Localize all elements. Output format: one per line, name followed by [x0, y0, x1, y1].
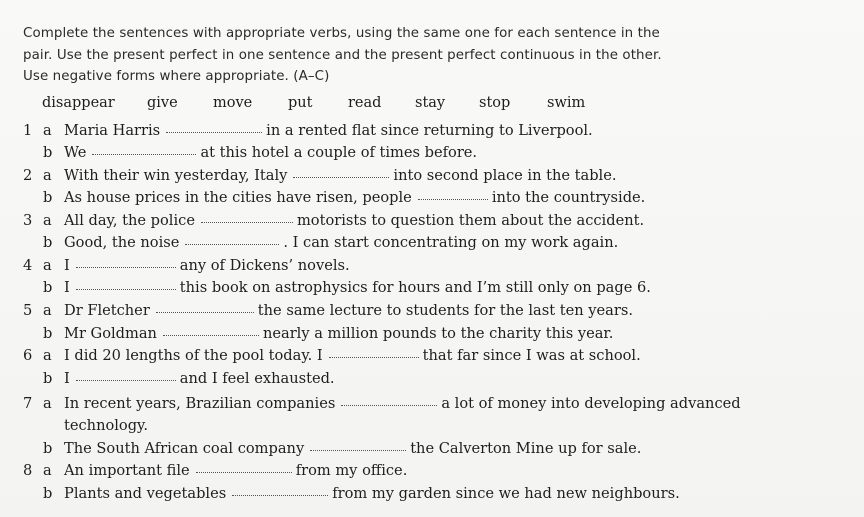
verb-word: read — [348, 95, 382, 111]
answer-blank[interactable] — [201, 221, 293, 223]
verb-word: stop — [479, 95, 511, 111]
item-number: 7 — [23, 395, 33, 412]
answer-blank[interactable] — [76, 379, 176, 381]
verb-word: disappear — [42, 95, 115, 111]
answer-blank[interactable] — [232, 494, 328, 496]
item-letter: a — [43, 395, 52, 412]
item-letter: a — [43, 302, 52, 319]
answer-blank[interactable] — [92, 153, 196, 155]
sentence-start: With their win yesterday, Italy — [64, 167, 288, 184]
sentence-start: Good, the noise — [64, 234, 180, 251]
sentence-end: motorists to question them about the accident. — [296, 212, 645, 229]
answer-blank[interactable] — [329, 356, 419, 358]
sentence-continuation: technology. — [64, 417, 148, 434]
answer-blank[interactable] — [293, 176, 389, 178]
verb-word: move — [213, 95, 253, 111]
sentence-end: any of Dickens’ novels. — [179, 257, 350, 274]
item-letter: a — [43, 212, 52, 229]
answer-blank[interactable] — [76, 266, 176, 268]
answer-blank[interactable] — [76, 288, 176, 290]
sentence-end: and I feel exhausted. — [179, 370, 335, 387]
item-letter: a — [43, 257, 52, 274]
sentence-end: the same lecture to students for the last ten years. — [257, 302, 633, 319]
sentence-start: Mr Goldman — [64, 325, 157, 342]
item-number: 3 — [23, 212, 33, 229]
sentence-start: Plants and vegetables — [64, 485, 227, 502]
item-number: 8 — [23, 462, 33, 479]
sentence-end: nearly a million pounds to the charity this year. — [262, 325, 614, 342]
item-number: 5 — [23, 302, 33, 319]
sentence-end: into second place in the table. — [393, 167, 617, 184]
item-letter: a — [43, 347, 52, 364]
sentence-end: at this hotel a couple of times before. — [200, 144, 478, 161]
answer-blank[interactable] — [310, 449, 406, 451]
instructions — [23, 23, 823, 88]
instruction-line: pair. Use the present perfect in one sentence and the present perfect continuous in the other. — [23, 47, 662, 63]
sentence-end: in a rented flat since returning to Liverpool. — [266, 122, 593, 139]
item-letter: a — [43, 167, 52, 184]
verb-word: put — [288, 95, 313, 111]
answer-blank[interactable] — [418, 198, 488, 200]
item-letter: b — [43, 325, 53, 342]
answer-blank[interactable] — [196, 471, 292, 473]
item-number: 2 — [23, 167, 33, 184]
sentence-start: An important file — [64, 462, 190, 479]
verb-word: swim — [547, 95, 586, 111]
item-letter: b — [43, 144, 53, 161]
sentence-end: the Calverton Mine up for sale. — [410, 440, 642, 457]
answer-blank[interactable] — [185, 243, 279, 245]
instruction-line: Use negative forms where appropriate. (A–C) — [23, 69, 330, 84]
item-letter: b — [43, 485, 53, 502]
sentence-start: Maria Harris — [64, 122, 161, 139]
sentence-end: into the countryside. — [491, 189, 646, 206]
item-number: 4 — [23, 257, 33, 274]
sentence-start: Dr Fletcher — [64, 302, 150, 319]
item-letter: b — [43, 234, 53, 251]
item-letter: a — [43, 122, 52, 139]
item-number: 1 — [23, 122, 33, 139]
answer-blank[interactable] — [156, 311, 254, 313]
verb-word: stay — [415, 95, 446, 111]
item-letter: b — [43, 189, 53, 206]
sentence-start: In recent years, Brazilian companies — [64, 395, 336, 412]
sentence-start: All day, the police — [64, 212, 195, 229]
answer-blank[interactable] — [341, 404, 437, 406]
sentence-end: a lot of money into developing advanced — [441, 395, 741, 412]
sentence-start: I — [64, 279, 70, 296]
sentence-end: from my office. — [295, 462, 408, 479]
answer-blank[interactable] — [163, 334, 259, 336]
sentence-start: I did 20 lengths of the pool today. I — [64, 347, 323, 364]
sentence-start: As house prices in the cities have risen, people — [64, 189, 412, 206]
verb-word: give — [147, 95, 178, 111]
item-letter: a — [43, 462, 52, 479]
sentence-end: that far since I was at school. — [422, 347, 641, 364]
sentence-start: The South African coal company — [64, 440, 305, 457]
item-letter: b — [43, 279, 53, 296]
sentence-end: . I can start concentrating on my work again. — [283, 234, 619, 251]
instruction-line: Complete the sentences with appropriate verbs, using the same one for each sentence in the — [23, 26, 660, 41]
item-letter: b — [43, 370, 53, 387]
item-letter: b — [43, 440, 53, 457]
answer-blank[interactable] — [166, 131, 262, 133]
sentence-end: this book on astrophysics for hours and I’m still only on page 6. — [179, 279, 651, 296]
sentence-start: I — [64, 370, 70, 387]
item-number: 6 — [23, 347, 33, 364]
sentence-end: from my garden since we had new neighbours. — [332, 485, 680, 502]
sentence-start: We — [64, 144, 87, 161]
sentence-start: I — [64, 257, 70, 274]
